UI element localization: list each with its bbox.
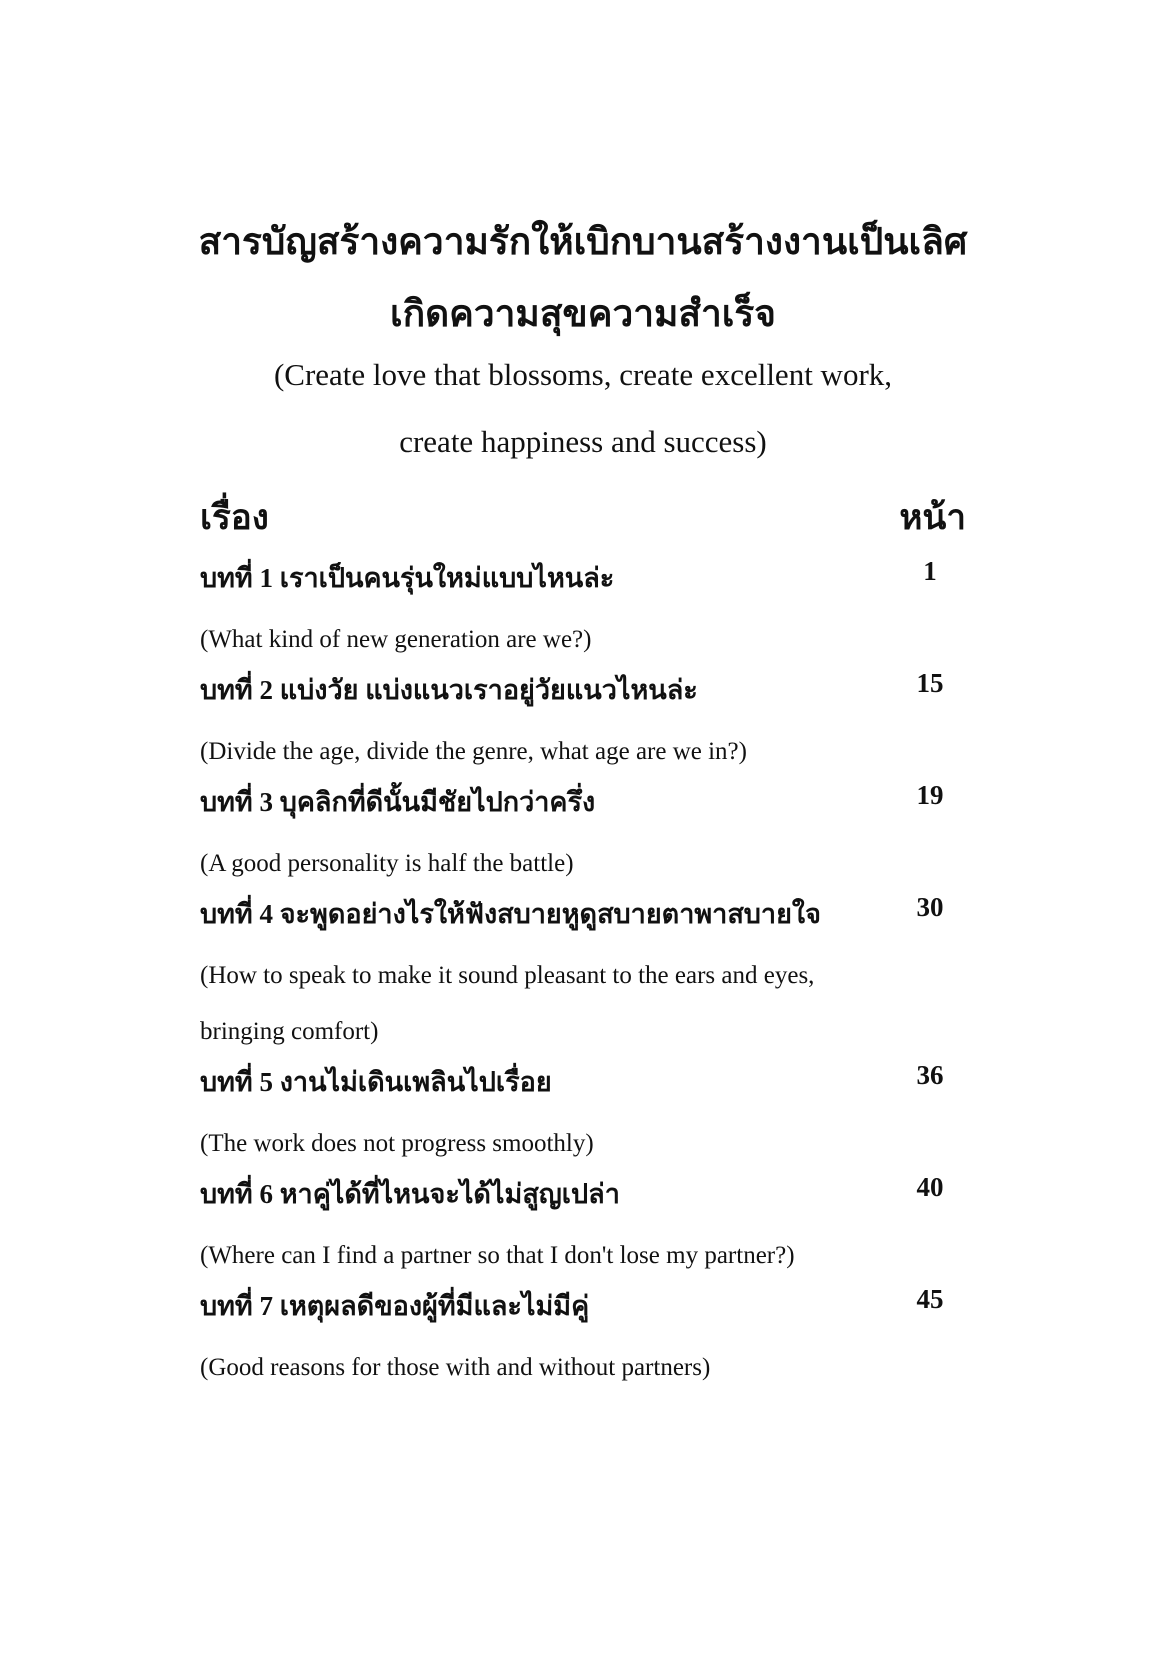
chapter-title-row <box>200 668 966 724</box>
toc-entry-chapter-7 <box>200 1284 966 1396</box>
chapter-title-row <box>200 780 966 836</box>
chapter-english-title: (A good personality is half the battle) <box>200 850 574 877</box>
chapter-title: บทที่ 4 จะพูดอย่างไรให้ฟังสบายหูดูสบายตาพาสบายใจ <box>200 899 821 929</box>
table-of-contents <box>200 556 966 1396</box>
toc-entry-chapter-4 <box>200 892 966 1060</box>
chapter-title: บทที่ 2 แบ่งวัย แบ่งแนวเราอยู่วัยแนวไหนล่ะ <box>200 675 698 705</box>
toc-entry-chapter-2 <box>200 668 966 780</box>
toc-page-header: หน้า <box>899 498 966 537</box>
chapter-english-title: (Good reasons for those with and without partners) <box>200 1354 711 1381</box>
toc-entry-chapter-3 <box>200 780 966 892</box>
chapter-title: บทที่ 1 เราเป็นคนรุ่นใหม่แบบไหนล่ะ <box>200 563 615 593</box>
toc-entry-chapter-1 <box>200 556 966 668</box>
chapter-page-number: 15 <box>916 668 944 698</box>
toc-entry-chapter-5 <box>200 1060 966 1172</box>
chapter-page-number: 45 <box>916 1284 944 1314</box>
chapter-page-number: 36 <box>916 1060 944 1090</box>
chapter-page-number: 30 <box>916 892 944 922</box>
chapter-title-row <box>200 1284 966 1340</box>
chapter-english-title: (Divide the age, divide the genre, what age are we in?) <box>200 738 747 765</box>
chapter-title-row <box>200 1172 966 1228</box>
title-thai-line-1: สารบัญสร้างความรักให้เบิกบานสร้างงานเป็นเลิศ <box>198 222 968 263</box>
chapter-english-title: (How to speak to make it sound pleasant to the ears and eyes, <box>200 962 815 989</box>
chapter-title-row <box>200 1060 966 1116</box>
chapter-english-title: (What kind of new generation are we?) <box>200 626 592 653</box>
chapter-title: บทที่ 6 หาคู่ได้ที่ไหนจะได้ไม่สูญเปล่า <box>200 1179 620 1209</box>
toc-topic-header: เรื่อง <box>200 498 269 537</box>
chapter-page-number: 1 <box>923 556 937 586</box>
chapter-title: บทที่ 3 บุคลิกที่ดีนั้นมีชัยไปกว่าครึ่ง <box>200 787 596 817</box>
chapter-page-number: 19 <box>916 780 944 810</box>
title-english-line-2: create happiness and success) <box>399 424 767 459</box>
chapter-page-number: 40 <box>916 1172 944 1202</box>
chapter-title-row <box>200 556 966 612</box>
toc-entry-chapter-6 <box>200 1172 966 1284</box>
chapter-title: บทที่ 7 เหตุผลดีของผู้ที่มีและไม่มีคู่ <box>200 1291 590 1321</box>
chapter-english-title: (Where can I find a partner so that I don't lose my partner?) <box>200 1242 795 1269</box>
title-thai-line-2: เกิดความสุขความสำเร็จ <box>390 294 776 335</box>
title-english-line-1: (Create love that blossoms, create excellent work, <box>273 357 893 392</box>
chapter-english-title-continued: bringing comfort) <box>200 1018 379 1045</box>
chapter-english-title: (The work does not progress smoothly) <box>200 1130 594 1157</box>
chapter-title: บทที่ 5 งานไม่เดินเพลินไปเรื่อย <box>200 1067 552 1097</box>
toc-header <box>200 490 966 540</box>
chapter-title-row <box>200 892 966 948</box>
